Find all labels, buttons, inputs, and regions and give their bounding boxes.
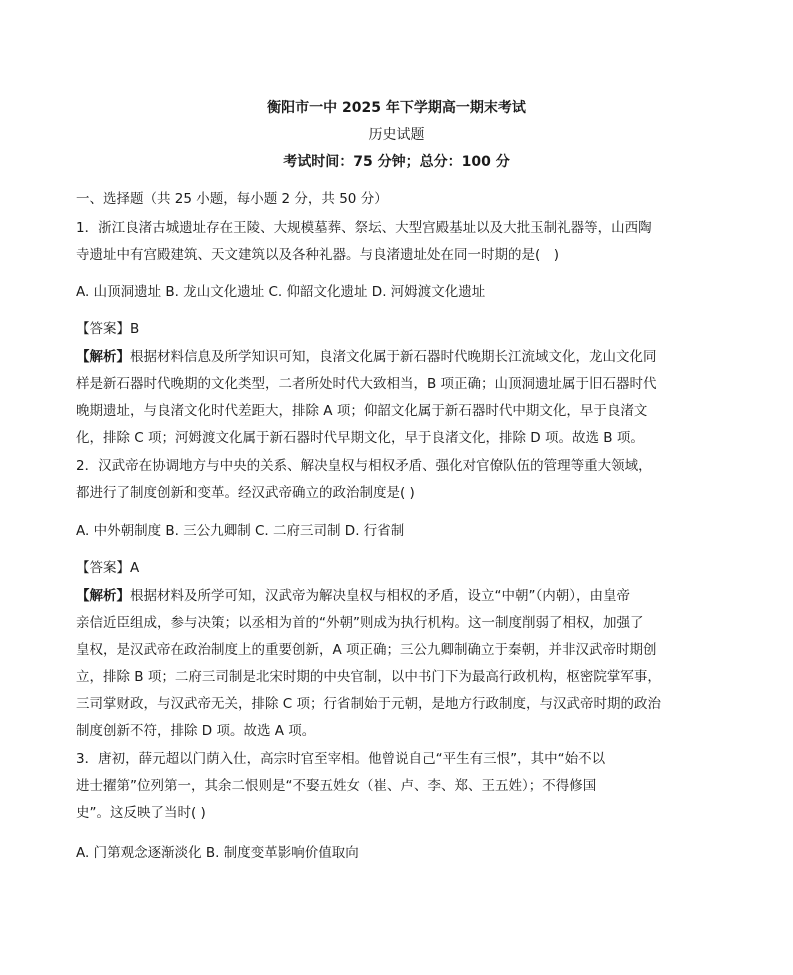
q1-options: A. 山顶洞遗址 B. 龙山文化遗址 C. 仰韶文化遗址 D. 河姆渡文化遗址 — [76, 284, 486, 300]
analysis-text: 根据材料及所学可知，汉武帝为解决皇权与相权的矛盾，设立“中朝”（内朝），由皇帝 — [130, 588, 630, 604]
analysis-tag: 【解析】 — [76, 349, 130, 365]
q1-analysis-line3: 晚期遗址，与良渚文化时代差距大，排除 A 项；仰韶文化属于新石器时代中期文化，早于良渚文 — [76, 403, 648, 419]
q2-answer: 【答案】A — [76, 560, 140, 576]
q1-stem-line2: 寺遗址中有宫殿建筑、天文建筑以及各种礼器。与良渚遗址处在同一时期的是( ) — [76, 247, 560, 263]
q1-analysis-line1 — [76, 347, 716, 367]
exam-title: 衡阳市一中 2025 年下学期高一期末考试 — [267, 100, 526, 116]
section-heading: 一、选择题（共 25 小题，每小题 2 分，共 50 分） — [76, 191, 388, 207]
q2-analysis-line4: 立，排除 B 项；二府三司制是北宋时期的中央官制，以中书门下为最高行政机构，枢密院掌军事， — [76, 669, 661, 685]
q1-stem-line1: 1．浙江良渚古城遗址存在王陵、大规模墓葬、祭坛、大型宫殿基址以及大批玉制礼器等，山西陶 — [76, 220, 652, 236]
q2-analysis-line1 — [76, 586, 716, 606]
q2-stem-line2: 都进行了制度创新和变革。经汉武帝确立的政治制度是( ) — [76, 485, 415, 501]
q2-options: A. 中外朝制度 B. 三公九卿制 C. 二府三司制 D. 行省制 — [76, 523, 405, 539]
q2-analysis-line2: 亲信近臣组成，参与决策；以丞相为首的“外朝”则成为执行机构。这一制度削弱了相权，加强了 — [76, 615, 644, 631]
q1-analysis-line2: 样是新石器时代晚期的文化类型，二者所处时代大致相当，B 项正确；山顶洞遗址属于旧石器时代 — [76, 376, 657, 392]
q1-answer: 【答案】B — [76, 321, 140, 337]
q3-stem-line1: 3．唐初，薛元超以门荫入仕，高宗时官至宰相。他曾说自己“平生有三恨”，其中“始不以 — [76, 751, 606, 767]
exam-meta: 考试时间：75 分钟；总分：100 分 — [283, 154, 510, 170]
q2-analysis-line6: 制度创新不符，排除 D 项。故选 A 项。 — [76, 723, 316, 739]
q3-options: A. 门第观念逐渐淡化 B. 制度变革影响价值取向 — [76, 845, 359, 861]
q3-stem-line2: 进士擢第”位列第一，其余二恨则是“不娶五姓女（崔、卢、李、郑、王五姓）；不得修国 — [76, 778, 597, 794]
analysis-text: 根据材料信息及所学知识可知，良渚文化属于新石器时代晚期长江流域文化，龙山文化同 — [130, 349, 657, 365]
exam-subject: 历史试题 — [368, 127, 425, 143]
q1-analysis-line4: 化，排除 C 项；河姆渡文化属于新石器时代早期文化，早于良渚文化，排除 D 项。故选 B 项。 — [76, 430, 644, 446]
q2-analysis-line3: 皇权，是汉武帝在政治制度上的重要创新，A 项正确；三公九卿制确立于秦朝，并非汉武帝时期创 — [76, 642, 657, 658]
q2-analysis-line5: 三司掌财政，与汉武帝无关，排除 C 项；行省制始于元朝，是地方行政制度，与汉武帝时期的政治 — [76, 696, 662, 712]
q2-stem-line1: 2．汉武帝在协调地方与中央的关系、解决皇权与相权矛盾、强化对官僚队伍的管理等重大领域， — [76, 458, 652, 474]
q3-stem-line3: 史”。这反映了当时( ) — [76, 805, 206, 821]
analysis-tag: 【解析】 — [76, 588, 130, 604]
